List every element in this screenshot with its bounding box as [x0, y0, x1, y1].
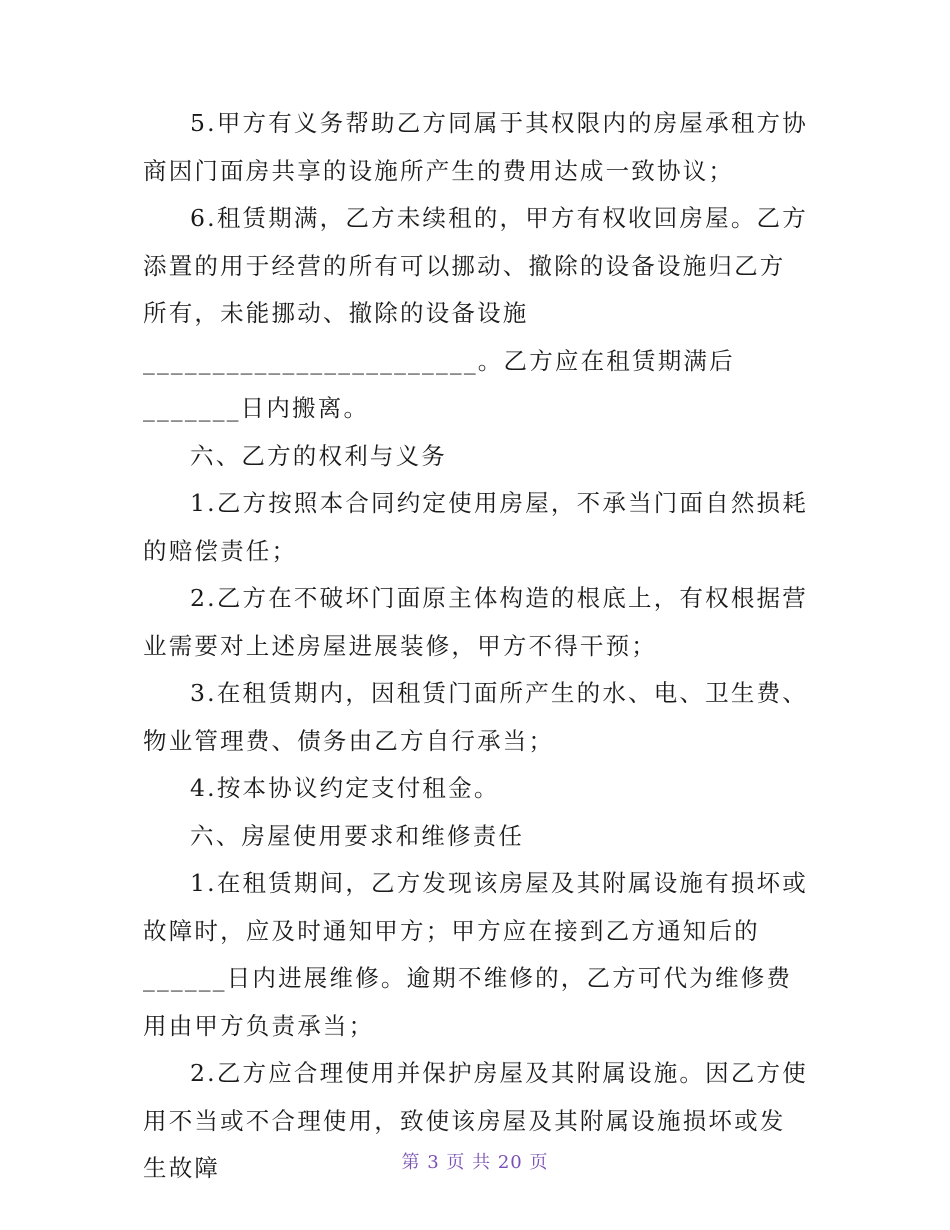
paragraph-clause-6: 6.租赁期满，乙方未续租的，甲方有权收回房屋。乙方添置的用于经营的所有可以挪动、撤除的设备设施归乙方所有，未能挪动、撤除的设备设施________________________。乙方应在租赁期满后_______日内搬离。 — [143, 204, 808, 422]
paragraph-maintenance-1: 1.在租赁期间，乙方发现该房屋及其附属设施有损坏或故障时，应及时通知甲方；甲方应在接到乙方通知后的______日内进展维修。逾期不维修的，乙方可代为维修费用由甲方负责承当； — [143, 869, 808, 1040]
paragraph-tenant-3: 3.在租赁期内，因租赁门面所产生的水、电、卫生费、物业管理费、债务由乙方自行承当； — [143, 679, 808, 755]
paragraph-maintenance-2: 2.乙方应合理使用并保护房屋及其附属设施。因乙方使用不当或不合理使用，致使该房屋及其附属设施损坏或发生故障 — [143, 1059, 808, 1182]
page-number-footer: 第 3 页 共 20 页 — [401, 1152, 549, 1173]
section-heading-tenant-rights: 六、乙方的权利与义务 — [190, 441, 447, 470]
paragraph-tenant-2: 2.乙方在不破坏门面原主体构造的根底上，有权根据营业需要对上述房屋进展装修，甲方不得干预； — [143, 584, 808, 660]
paragraph-clause-5: 5.甲方有义务帮助乙方同属于其权限内的房屋承租方协商因门面房共享的设施所产生的费用达成一致协议； — [143, 109, 808, 185]
section-heading-maintenance: 六、房屋使用要求和维修责任 — [190, 821, 525, 850]
document-body — [143, 100, 811, 1193]
paragraph-tenant-4: 4.按本协议约定支付租金。 — [190, 774, 500, 802]
paragraph-tenant-1: 1.乙方按照本合同约定使用房屋，不承当门面自然损耗的赔偿责任； — [143, 489, 808, 565]
